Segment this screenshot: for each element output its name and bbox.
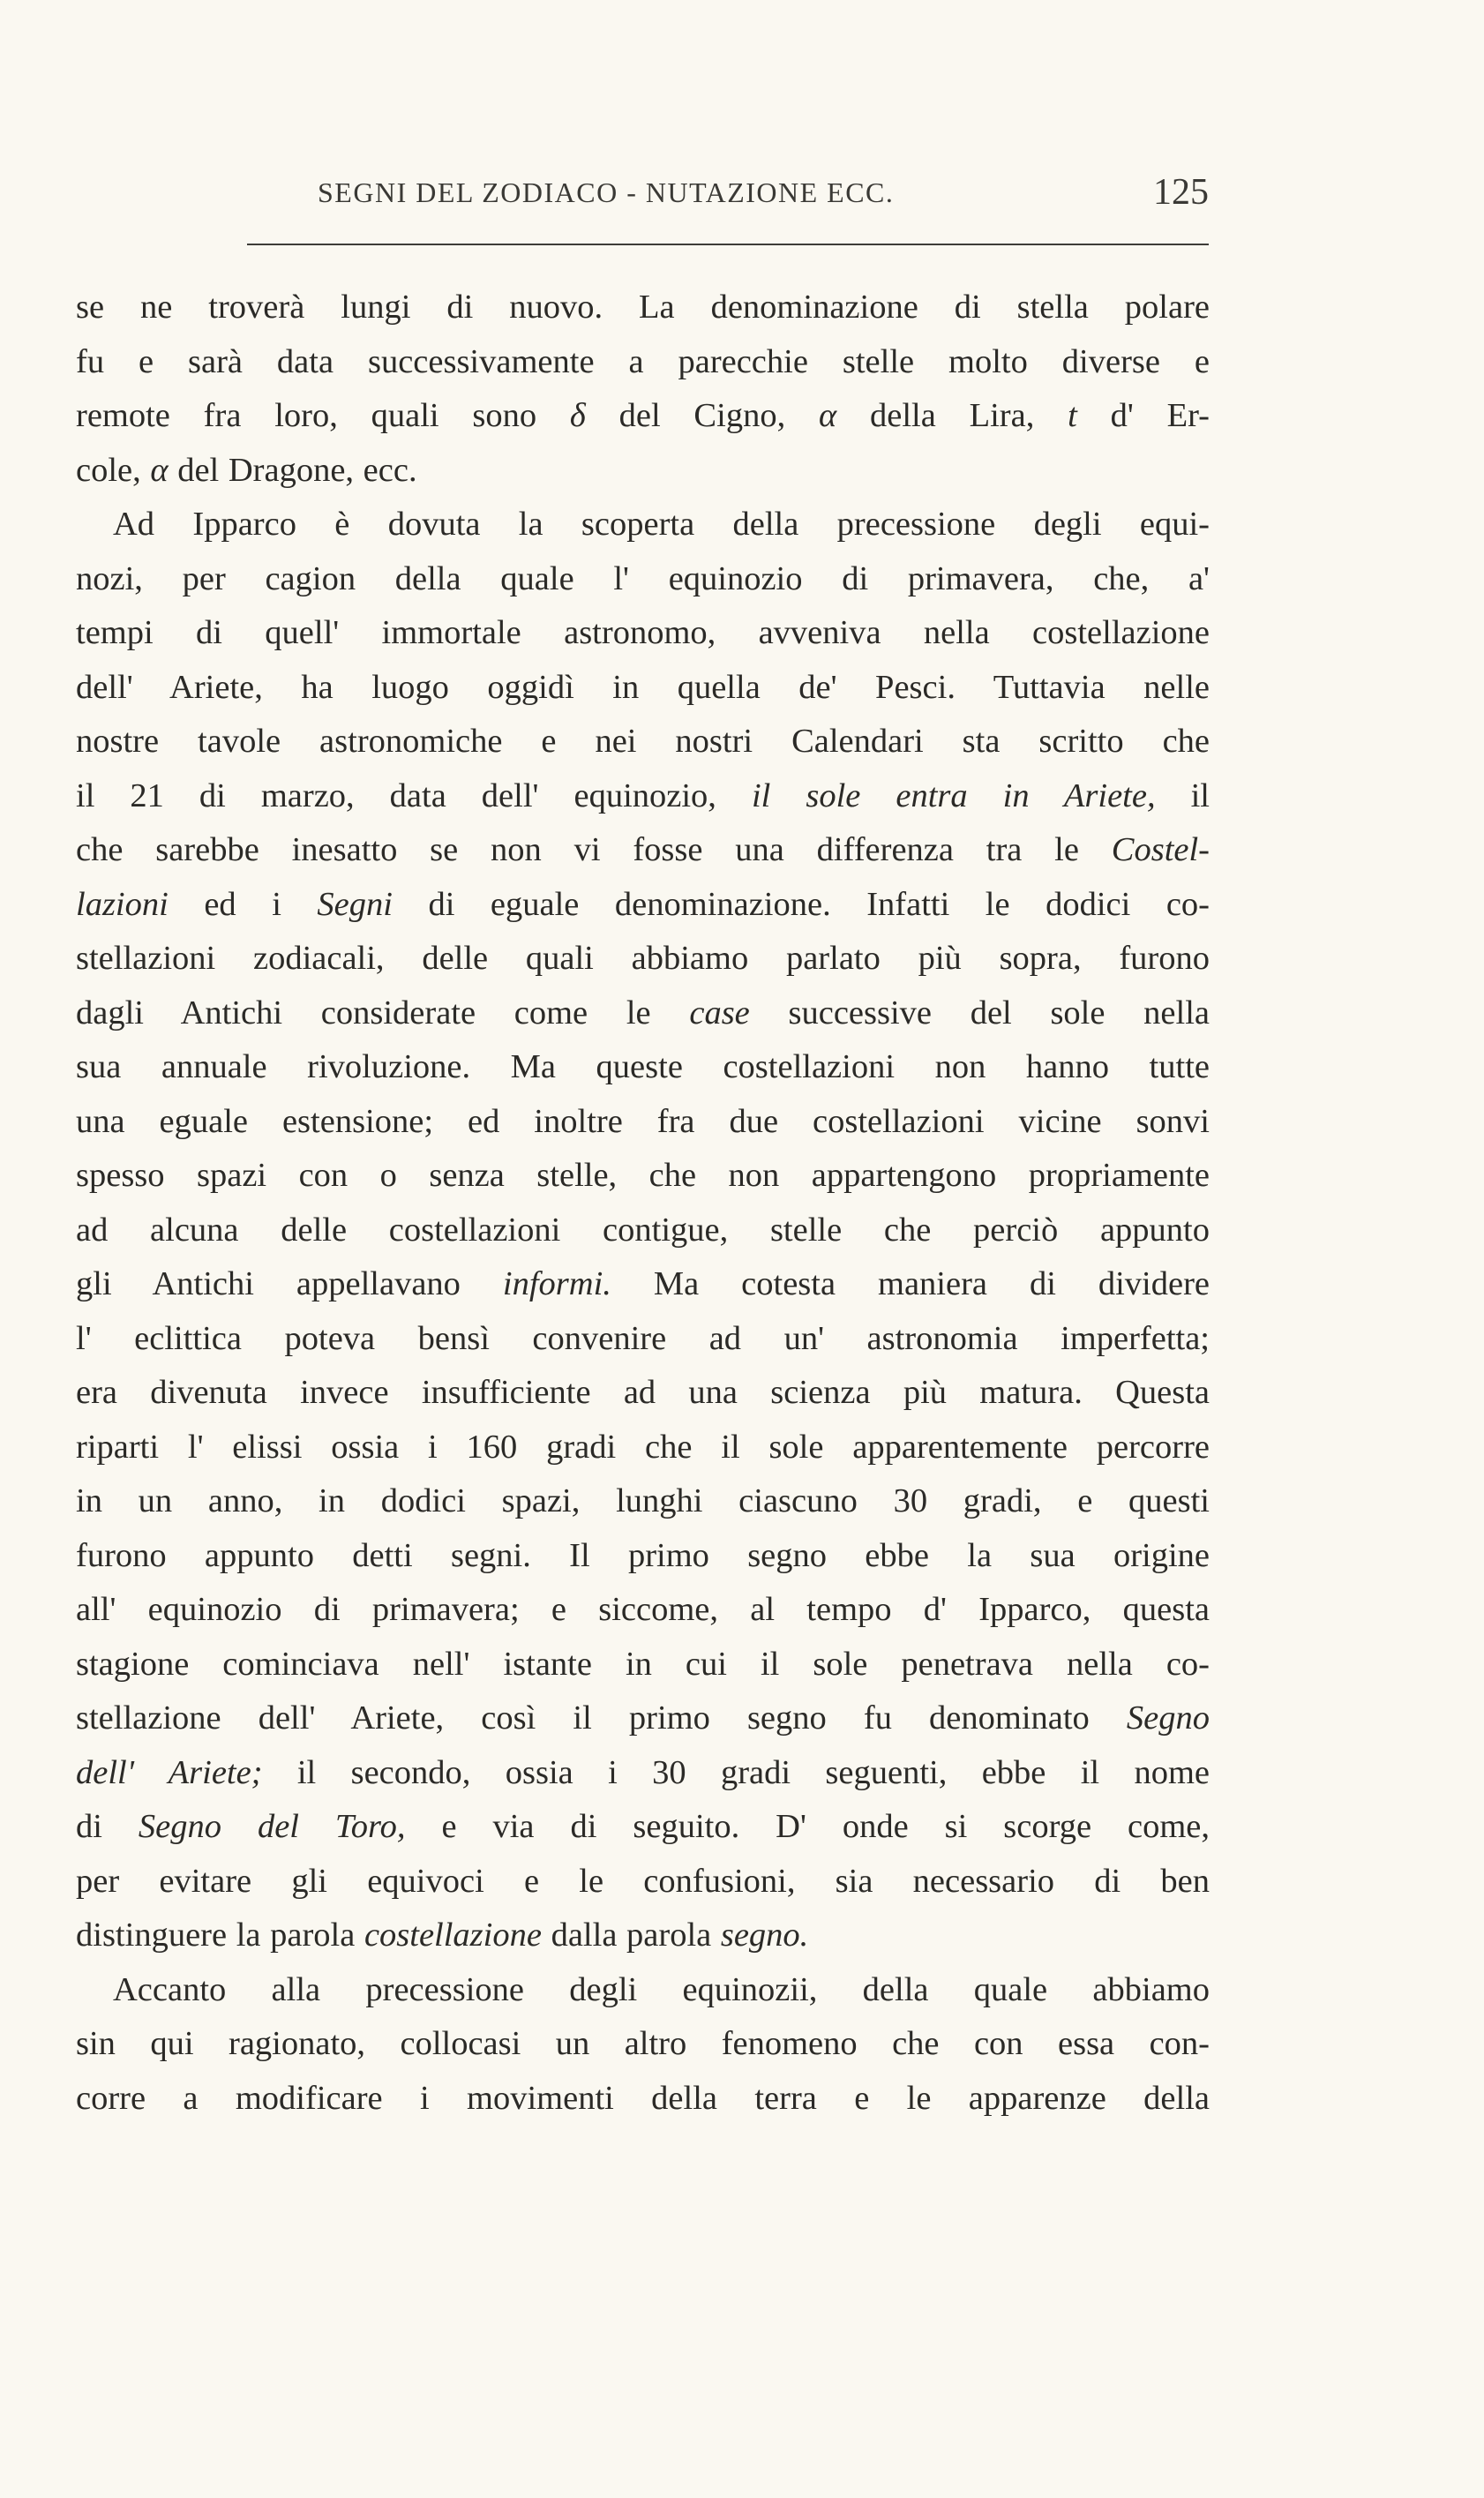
line-text: il [1155, 776, 1210, 814]
line-text: riparti l' elissi ossia i 160 gradi che il sole apparentemente percorre [76, 1428, 1210, 1466]
text-line [76, 1095, 1210, 1150]
italic-text: Segno [1126, 1699, 1210, 1737]
text-line [76, 1204, 1210, 1258]
text-line [76, 606, 1210, 661]
line-text: dalla parola [541, 1917, 721, 1954]
line-text: di eguale denominazione. Infatti le dodici co- [392, 885, 1210, 923]
italic-text: il sole entra in Ariete, [751, 776, 1156, 814]
line-text: sua annuale rivoluzione. Ma queste costellazioni non hanno tutte [76, 1048, 1210, 1085]
text-line [76, 335, 1210, 390]
text-line [76, 1746, 1210, 1801]
line-text: di [76, 1808, 139, 1845]
line-text: stagione cominciava nell' istante in cui il sole penetrava nella co- [76, 1645, 1210, 1683]
line-text: stellazioni zodiacali, delle quali abbiamo parlato più sopra, furono [76, 940, 1210, 977]
text-line [76, 715, 1210, 769]
page-number: 125 [1153, 172, 1209, 213]
line-text: Ma cotesta maniera di dividere [611, 1265, 1210, 1302]
line-text: e via di seguito. D' onde si scorge come, [405, 1808, 1210, 1845]
text-line [76, 1909, 1210, 1963]
text-line [76, 498, 1210, 552]
line-text: sin qui ragionato, collocasi un altro fenomeno che con essa con- [76, 2025, 1210, 2062]
line-text: successive del sole nella [749, 994, 1210, 1031]
line-text: corre a modificare i movimenti della terra e le apparenze della [76, 2079, 1210, 2117]
line-text: spesso spazi con o senza stelle, che non appartengono propriamente [76, 1157, 1210, 1194]
line-text: d' Er- [1076, 397, 1210, 434]
text-line [76, 552, 1210, 607]
line-text: della Lira, [836, 397, 1068, 434]
line-text: del Cigno, [585, 397, 819, 434]
line-text: nostre tavole astronomiche e nei nostri Calendari sta scritto che [76, 723, 1210, 760]
text-line [76, 1257, 1210, 1312]
text-line [76, 281, 1210, 335]
body-text [76, 281, 1210, 2126]
text-line [76, 1421, 1210, 1475]
text-line [76, 1312, 1210, 1367]
line-text: del Dragone, ecc. [168, 451, 417, 489]
italic-text: costellazione [364, 1917, 542, 1954]
text-line [76, 986, 1210, 1041]
italic-text: dell' Ariete; [76, 1753, 263, 1791]
italic-text: informi. [502, 1265, 611, 1302]
text-line [76, 2017, 1210, 2072]
line-text: una eguale estensione; ed inoltre fra due costellazioni vicine sonvi [76, 1102, 1210, 1140]
text-line [76, 2072, 1210, 2127]
italic-text: t [1068, 397, 1077, 434]
text-line [76, 1149, 1210, 1204]
line-text: Accanto alla precessione degli equinozii, della quale abbiamo [113, 1970, 1210, 2008]
italic-text: Segni [317, 885, 393, 923]
text-line [76, 389, 1210, 444]
text-line [76, 878, 1210, 933]
text-line [76, 1529, 1210, 1584]
line-text: era divenuta invece insufficiente ad una scienza più matura. Questa [76, 1374, 1210, 1411]
line-text: Ad Ipparco è dovuta la scoperta della precessione degli equi- [113, 506, 1210, 543]
line-text: dagli Antichi considerate come le [76, 994, 690, 1031]
text-line [76, 1366, 1210, 1421]
italic-text: δ [569, 397, 586, 434]
line-text: per evitare gli equivoci e le confusioni, sia necessario di ben [76, 1862, 1210, 1900]
italic-text: lazioni [76, 885, 169, 923]
line-text: remote fra loro, quali sono [76, 397, 570, 434]
italic-text: Costel- [1111, 831, 1210, 868]
italic-text: Segno del Toro, [138, 1808, 406, 1845]
text-line [76, 932, 1210, 986]
text-line [76, 769, 1210, 824]
text-line [76, 1040, 1210, 1095]
text-line [76, 661, 1210, 716]
text-line [76, 1583, 1210, 1638]
italic-text: α [818, 397, 837, 434]
text-line [76, 1638, 1210, 1692]
italic-text: α [150, 451, 169, 489]
line-text: dell' Ariete, ha luogo oggidì in quella de' Pesci. Tuttavia nelle [76, 668, 1210, 706]
line-text: se ne troverà lungi di nuovo. La denominazione di stella polare [76, 289, 1210, 326]
line-text: furono appunto detti segni. Il primo segno ebbe la sua origine [76, 1536, 1210, 1574]
italic-text: segno. [720, 1917, 809, 1954]
text-line [76, 1963, 1210, 2018]
text-line [76, 823, 1210, 878]
line-text: il secondo, ossia i 30 gradi seguenti, ebbe il nome [262, 1753, 1210, 1791]
header-rule [247, 244, 1209, 245]
line-text: gli Antichi appellavano [76, 1265, 503, 1302]
line-text: all' equinozio di primavera; e siccome, al tempo d' Ipparco, questa [76, 1591, 1210, 1628]
line-text: stellazione dell' Ariete, così il primo segno fu denominato [76, 1699, 1127, 1737]
line-text: distinguere la parola [76, 1917, 364, 1954]
line-text: l' eclittica poteva bensì convenire ad un' astronomia imperfetta; [76, 1319, 1210, 1357]
running-head: SEGNI DEL ZODIACO - NUTAZIONE ECC. [318, 176, 895, 208]
page-header [247, 173, 1209, 226]
text-line [76, 1474, 1210, 1529]
line-text: nozi, per cagion della quale l' equinozio di primavera, che, a' [76, 559, 1210, 597]
italic-text: case [689, 994, 750, 1031]
line-text: ed i [168, 885, 318, 923]
text-line [76, 1692, 1210, 1746]
text-line [76, 444, 1210, 499]
line-text: in un anno, in dodici spazi, lunghi ciascuno 30 gradi, e questi [76, 1482, 1210, 1519]
line-text: cole, [76, 451, 151, 489]
line-text: che sarebbe inesatto se non vi fosse una differenza tra le [76, 831, 1112, 868]
line-text: il 21 di marzo, data dell' equinozio, [76, 776, 752, 814]
text-line [76, 1800, 1210, 1855]
line-text: fu e sarà data successivamente a parecchie stelle molto diverse e [76, 342, 1210, 380]
line-text: ad alcuna delle costellazioni contigue, stelle che perciò appunto [76, 1211, 1210, 1249]
text-line [76, 1855, 1210, 1909]
line-text: tempi di quell' immortale astronomo, avveniva nella costellazione [76, 614, 1210, 651]
